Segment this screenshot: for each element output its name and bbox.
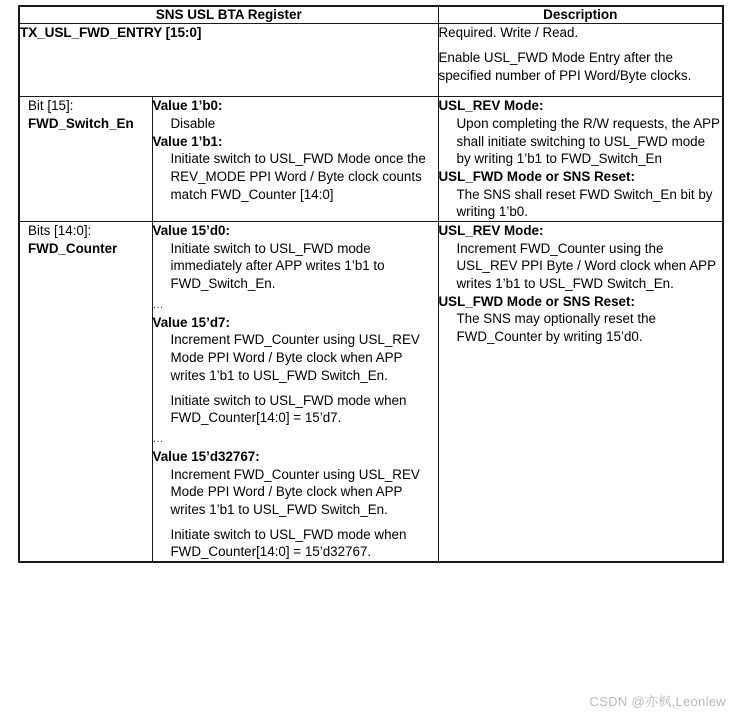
- value-title: Value 15’d0:: [152, 223, 230, 238]
- value-block: [153, 448, 438, 561]
- table-row: [19, 222, 723, 563]
- bit-field-cell: [19, 97, 152, 222]
- value-title: Value 1’b1:: [152, 133, 223, 149]
- mode-block: [439, 222, 723, 293]
- bit-field-name: FWD_Counter: [28, 240, 118, 256]
- bit-field-label: [28, 222, 145, 258]
- bit-values-cell: [152, 97, 438, 222]
- mode-block: [439, 97, 723, 168]
- mode-title: USL_REV Mode:: [438, 98, 544, 114]
- description-line: Enable USL_FWD Mode Entry after the specified number of PPI Word/Byte clocks.: [438, 49, 692, 83]
- watermark: CSDN @亦枫,Leonlew: [589, 694, 726, 709]
- bit-field-label: [28, 97, 145, 133]
- register-description-table: [18, 5, 724, 563]
- value-block: [153, 97, 438, 132]
- register-description-cell: [438, 24, 723, 97]
- mode-block: [439, 168, 723, 221]
- table-row: [19, 24, 723, 97]
- bit-description-cell: [438, 97, 723, 222]
- table-body: [19, 24, 723, 562]
- bit-field-name: FWD_Switch_En: [28, 116, 134, 132]
- value-body: Disable: [170, 115, 216, 131]
- value-title: Value 1’b0:: [152, 98, 223, 114]
- bit-range: Bits [14:0]:: [28, 223, 92, 238]
- value-body: Initiate switch to USL_FWD mode immediately after APP writes 1’b1 to FWD_Switch_En.: [170, 240, 385, 292]
- column-header-register: SNS USL BTA Register: [19, 6, 438, 24]
- value-body: Initiate switch to USL_FWD Mode once the REV_MODE PPI Word / Byte clock counts match FWD_Counter [14:0]: [170, 151, 426, 202]
- mode-title: USL_FWD Mode or SNS Reset:: [438, 293, 635, 309]
- mode-body: Upon completing the R/W requests, the APP shall initiate switching to USL_FWD mode by writing 1’b1 to FWD_Switch_En: [456, 115, 720, 167]
- table-header-row: [19, 6, 723, 24]
- bit-values-cell: [152, 222, 438, 563]
- table-row: [19, 97, 723, 222]
- value-block: [153, 133, 438, 204]
- value-block: [153, 314, 438, 427]
- mode-body: The SNS may optionally reset the FWD_Counter by writing 15’d0.: [456, 311, 656, 345]
- bit-description-cell: [438, 222, 723, 563]
- register-name-cell: [19, 24, 438, 97]
- value-body: Increment FWD_Counter using USL_REV Mode PPI Word / Byte clock when APP writes 1’b1 to USL_FWD Switch_En.: [170, 466, 420, 517]
- register-name: TX_USL_FWD_ENTRY [15:0]: [20, 25, 202, 41]
- value-title: Value 15’d32767:: [152, 448, 260, 464]
- value-block: [153, 222, 438, 293]
- value-ellipsis: …: [152, 432, 165, 445]
- value-body: Initiate switch to USL_FWD mode when FWD_Counter[14:0] = 15’d32767.: [170, 526, 407, 560]
- value-body: Initiate switch to USL_FWD mode when FWD_Counter[14:0] = 15’d7.: [170, 392, 407, 426]
- value-ellipsis: …: [152, 298, 165, 311]
- bit-range: Bit [15]:: [28, 98, 74, 114]
- mode-title: USL_REV Mode:: [438, 223, 544, 238]
- mode-body: Increment FWD_Counter using the USL_REV PPI Byte / Word clock when APP writes 1’b1 to USL_FWD Switch_En.: [456, 240, 716, 292]
- bit-field-cell: [19, 222, 152, 563]
- value-body: Increment FWD_Counter using USL_REV Mode PPI Word / Byte clock when APP writes 1’b1 to USL_FWD Switch_En.: [170, 332, 420, 383]
- value-title: Value 15’d7:: [152, 314, 230, 330]
- mode-title: USL_FWD Mode or SNS Reset:: [438, 168, 635, 184]
- mode-block: [439, 293, 723, 346]
- table-header: [19, 6, 723, 24]
- description-line: Required. Write / Read.: [438, 25, 579, 41]
- mode-body: The SNS shall reset FWD Switch_En bit by writing 1’b0.: [456, 186, 713, 220]
- column-header-description: Description: [438, 6, 723, 24]
